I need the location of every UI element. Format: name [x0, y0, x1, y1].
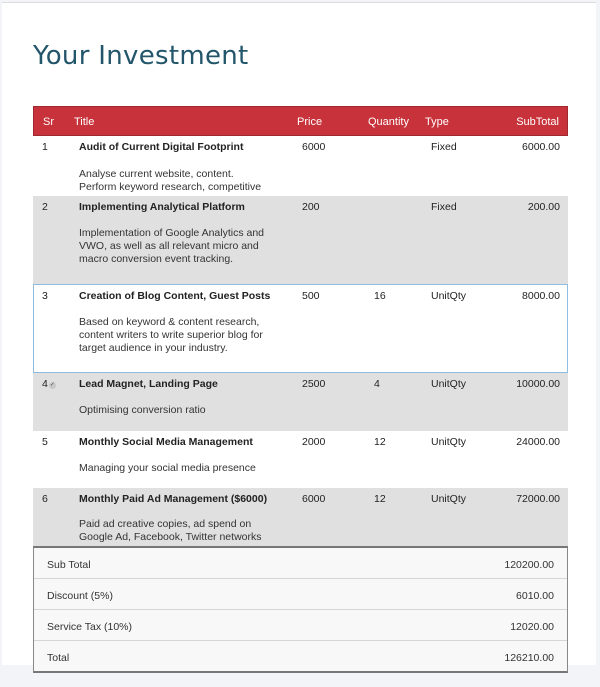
header-quantity: Quantity — [368, 116, 409, 128]
row-sr: 5 — [42, 436, 48, 448]
summary-label: Service Tax (10%) — [47, 621, 133, 633]
row-subtotal: 6000.00 — [522, 141, 560, 153]
row-price: 2000 — [302, 436, 326, 448]
header-subtotal: SubTotal — [516, 116, 559, 128]
row-quantity: 16 — [374, 290, 386, 302]
row-price: 6000 — [302, 141, 326, 153]
row-price: 6000 — [302, 493, 326, 505]
row-type: UnitQty — [431, 436, 467, 448]
row-sr: 6 — [42, 493, 48, 505]
check-icon[interactable]: ✓ — [49, 382, 55, 388]
summary-value: 12020.00 — [510, 621, 554, 633]
header-title: Title — [74, 116, 95, 128]
row-description: Based on keyword & content research, content writers to write superior blog for target audience in your industry. — [79, 316, 263, 354]
summary-row-subtotal — [34, 548, 567, 579]
summary-label: Sub Total — [47, 559, 91, 571]
row-price: 200 — [302, 201, 320, 213]
row-sr: 2 — [42, 201, 48, 213]
summary-label: Discount (5%) — [47, 590, 113, 602]
row-description: Paid ad creative copies, ad spend on Google Ad, Facebook, Twitter networks — [79, 518, 262, 543]
row-price: 2500 — [302, 378, 326, 390]
row-sr: 1 — [42, 141, 48, 153]
header-type: Type — [425, 116, 449, 128]
table-row[interactable] — [33, 373, 568, 431]
summary-row-discount — [34, 579, 567, 610]
row-type: Fixed — [431, 201, 457, 213]
table-row-selected[interactable] — [33, 284, 568, 373]
table-row[interactable] — [33, 136, 568, 196]
row-subtotal: 24000.00 — [516, 436, 560, 448]
row-description: Managing your social media presence — [79, 462, 256, 474]
summary-value: 6010.00 — [516, 590, 554, 602]
row-title: Implementing Analytical Platform — [79, 201, 245, 213]
investment-table — [33, 106, 568, 546]
row-quantity: 12 — [374, 493, 386, 505]
summary-value: 126210.00 — [504, 652, 554, 664]
summary-value: 120200.00 — [504, 559, 554, 571]
row-quantity: 12 — [374, 436, 386, 448]
row-type: UnitQty — [431, 493, 467, 505]
table-row[interactable] — [33, 488, 568, 546]
row-title: Monthly Paid Ad Management ($6000) — [79, 493, 268, 505]
summary-row-total — [34, 641, 567, 671]
row-title: Lead Magnet, Landing Page — [79, 378, 218, 390]
row-subtotal: 200.00 — [527, 201, 560, 213]
row-sr: 3 — [42, 290, 48, 302]
summary-row-service-tax — [34, 610, 567, 641]
row-quantity: 4 — [374, 378, 380, 390]
row-title: Audit of Current Digital Footprint — [79, 141, 244, 153]
header-sr: Sr — [43, 116, 54, 128]
table-row[interactable] — [33, 196, 568, 284]
row-description: Optimising conversion ratio — [79, 404, 206, 416]
row-type: UnitQty — [431, 378, 467, 390]
page-title: Your Investment — [33, 41, 249, 71]
header-price: Price — [297, 116, 323, 128]
row-description: Implementation of Google Analytics and VWO, as well as all relevant micro and macro conversion event tracking. — [79, 227, 265, 265]
row-description: Analyse current website, content. Perform keyword research, competitive — [79, 168, 262, 193]
totals-summary — [33, 546, 568, 673]
row-title: Creation of Blog Content, Guest Posts — [79, 290, 271, 302]
row-sr: 4 ✓ — [42, 378, 55, 390]
row-subtotal: 72000.00 — [516, 493, 560, 505]
row-price: 500 — [302, 290, 320, 302]
row-subtotal: 10000.00 — [516, 378, 560, 390]
table-header — [33, 106, 568, 136]
summary-label: Total — [47, 652, 70, 664]
row-subtotal: 8000.00 — [522, 290, 560, 302]
row-type: UnitQty — [431, 290, 467, 302]
row-title: Monthly Social Media Management — [79, 436, 253, 448]
proposal-page — [2, 2, 596, 665]
row-type: Fixed — [431, 141, 457, 153]
table-row[interactable] — [33, 431, 568, 488]
